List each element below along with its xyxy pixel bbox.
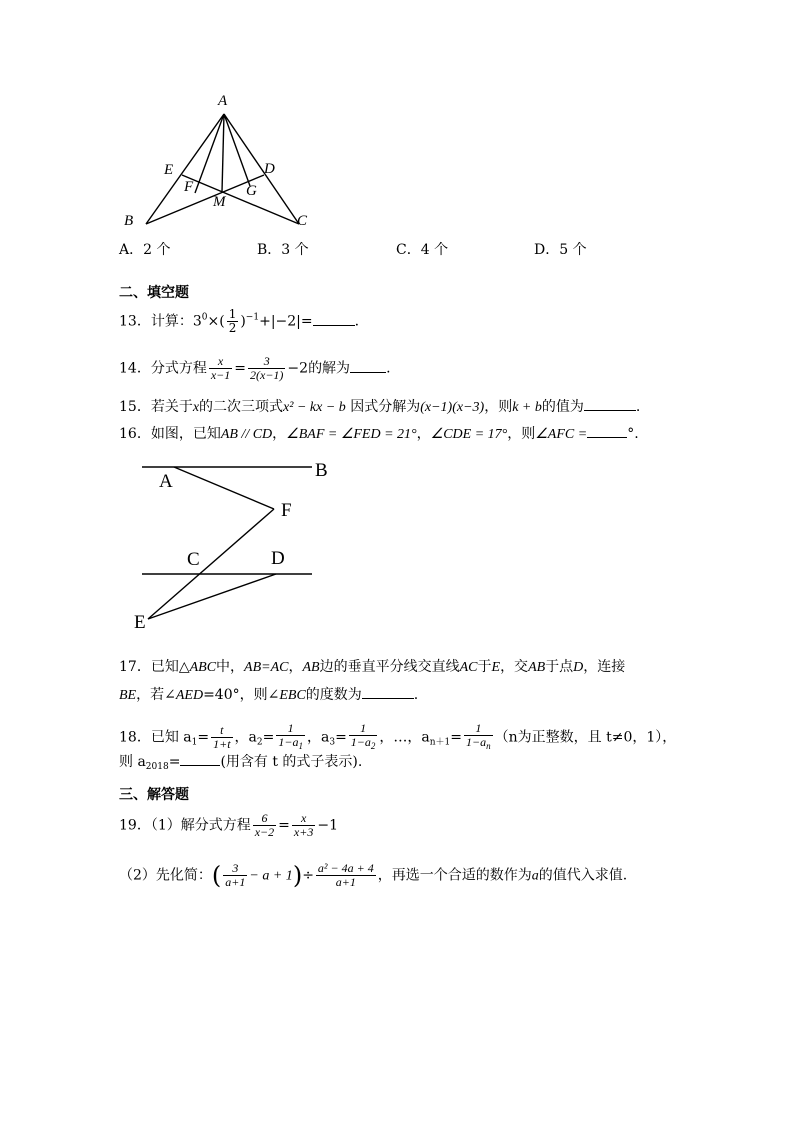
segment-af <box>195 114 224 193</box>
segment-am <box>222 114 224 192</box>
answer-blank-14[interactable] <box>350 360 386 373</box>
label-c: C <box>297 213 308 229</box>
question-14: 14．分式方程 $\frac{x}{x-1}$ = $\frac{3}{2(x-1)}$ −2的解为 . <box>119 354 391 382</box>
label-e: E <box>164 162 174 178</box>
label-b: B <box>315 460 328 481</box>
question-18-line1: 18．已知 $a_1=$ $\frac{t}{1+t}$ ，$a_2=$ $\frac{1}{1-a_1}$ ，$a_3=$ $\frac{1}{1-a_2}$ ，…，$a_{n+1}=$ $\frac{1}{1-a_n}$ （n为正整数，且 t≠0，1）， <box>119 721 677 751</box>
label-a: A <box>159 471 173 492</box>
label-e: E <box>134 612 146 633</box>
answer-blank-13[interactable] <box>313 313 355 326</box>
label-f: F <box>281 500 292 521</box>
question-15: 15．若关于x的二次三项式x² − kx − b 因式分解为(x−1)(x−3)，则k + b的值为 . <box>119 399 641 415</box>
segment-ac <box>224 114 299 224</box>
label-b: B <box>124 213 134 229</box>
label-m: M <box>213 194 226 210</box>
question-13: 13．计算：$3^0\times$( $\frac{1}{2}$ )$^{-1}$+|−2|= . <box>119 307 360 335</box>
answer-blank-18[interactable] <box>180 753 220 766</box>
question-18-line2: 则 $a_{2018}=$ (用含有 t 的式子表示). <box>119 754 363 772</box>
question-19-part1: 19．（1）解分式方程 $\frac{6}{x-2}$ = $\frac{x}{x+3}$ −1 <box>119 811 338 839</box>
answer-blank-16[interactable] <box>587 425 627 438</box>
label-d: D <box>264 161 275 177</box>
question-17-line2: BE，若∠AED=40°，则∠EBC的度数为 . <box>119 687 419 703</box>
option-c: C．4 个 <box>396 242 449 258</box>
question-19-part2: （2）先化简：( $\frac{3}{a+1}$ − a + 1)÷ $\frac{\text{a² − 4a + 4}}{a+1}$ ，再选一个合适的数作为a的值代入求值. <box>119 861 628 890</box>
answer-blank-15[interactable] <box>584 398 636 411</box>
question-16: 16．如图，已知AB // CD，∠BAF = ∠FED = 21°，∠CDE = 17°，则∠AFC = °. <box>119 426 639 442</box>
label-c: C <box>187 549 200 570</box>
label-a: A <box>218 93 228 109</box>
label-d: D <box>271 548 285 569</box>
option-a: A．2 个 <box>119 242 171 258</box>
segment-fe <box>148 509 274 619</box>
option-b: B．3 个 <box>257 242 309 258</box>
segment-ag <box>224 114 250 186</box>
segment-ed <box>148 574 276 619</box>
label-g: G <box>246 183 257 199</box>
option-d: D．5 个 <box>534 242 587 258</box>
label-f: F <box>184 179 194 195</box>
section-heading-fill: 二、填空题 <box>119 285 189 301</box>
section-heading-solve: 三、解答题 <box>119 787 189 803</box>
question-17-line1: 17．已知△ABC中，AB=AC，AB边的垂直平分线交直线AC于E，交AB于点D，连接 <box>119 659 626 675</box>
answer-blank-17[interactable] <box>362 686 414 699</box>
segment-af <box>174 467 274 509</box>
